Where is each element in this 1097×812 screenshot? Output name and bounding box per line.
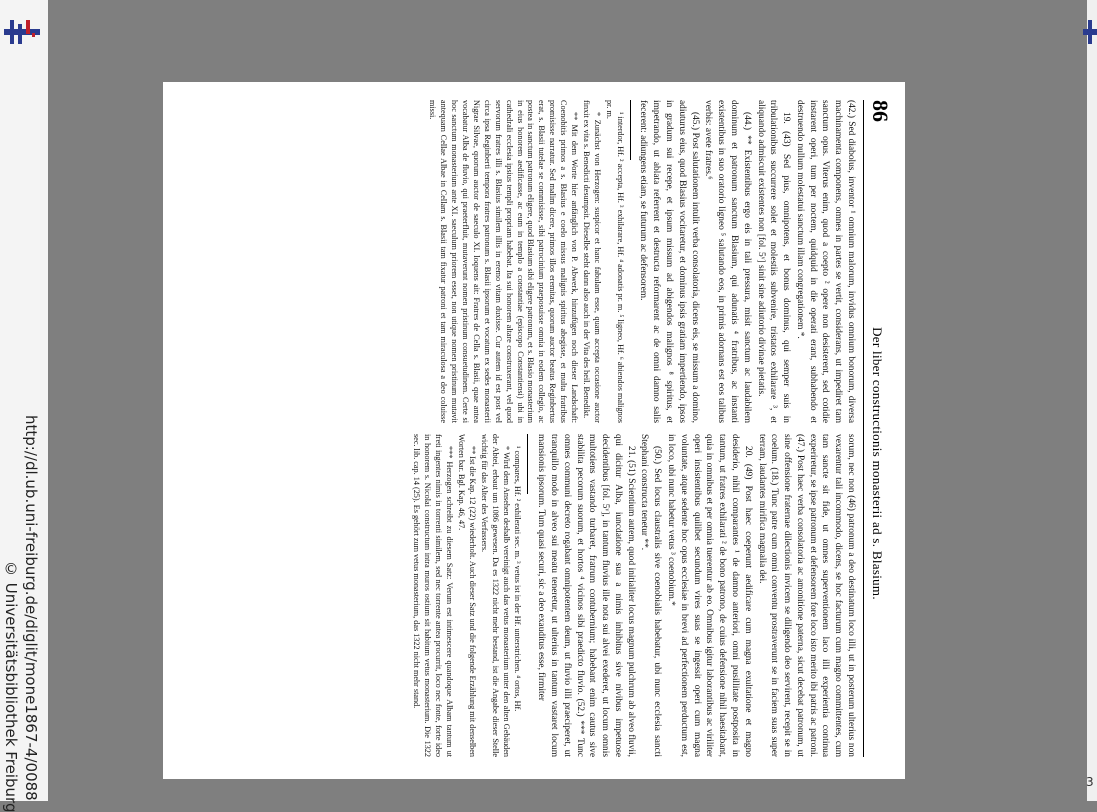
copyright-notice: © Universitätsbibliothek Freiburg bbox=[2, 560, 20, 812]
paragraph: sorum, nec non (46) patronum a deo destinatum loco illi, ut in posterum ulterius non vexarentur tali incommodo, dicens, se hoc facturum cum magno committentes, cum tam sancte sit fide, ut omnes superventionem laco illi experientia continua experiretur, se ipse patronum et defensorem fore loco isto merito ibi patris ac patroni. (47.) Post haec verba consolatoria ac amonitione paterna, sicut decebat patronum, ut sine offensione fraternae dilectionis invicem se diligendo deo servirent, recepit se in coelum. (18.) Tunc patre cum omni conventu prostraverunt se in faciem suas super terram, laudantes mirifica magnalia dei. bbox=[756, 434, 856, 757]
edge-marker: 3 bbox=[1086, 775, 1094, 789]
paragraph: (45.) Post salutationem intulit verba consolatoria, dicens eis, se missum a domino, adiuturus eius, quod Blasius vocitaretur, et dominus ipsis gratiam impertiendo, ipsos in gradum sui recepe, et ipsum missum ad abigendos malignos ⁸ spiritus, et impetrando, ut ablata referrent et destructa reformarent ac de omni damno salis fecerent: adiungens etiam, se futurum ac defensorem. bbox=[638, 100, 700, 423]
footnote: ¹ compares, Hf. ² exhilerati sec. m. ³ vetus ist in der Hf. unterstrichen. ⁴ ortos, Hf. bbox=[513, 446, 523, 712]
paragraph: 21. (51) Scientium autem, quod initialiter locus magnum pulchrum ab alveo fluvii, qui dicitur Alba, iuncdatione sua a nimis inhibitus sive nivibus impetuose decidentibus [fol. 5ᵛ], in tantum fluvius ille nota sui alvei exederet, ut locum omnis multotiens vastando turbaret, fratrum contubernium; habebant enim cautus sive stabilita pecorum suorum, et hortos ⁴ vicinos sibi praedicto fluvio. (52.) *** Tunc omnes communi decreto rogabant omnipotentem deum, ut fluvio illi praeciperet, ut tranquillo modo in alveo sui meatu teneretur, ut ulterius in tantum vastaret locum mansionis ipsorum. Tum quasi securi, sic a deo exauditus esse, firmiter bbox=[536, 434, 636, 757]
paragraph: 20. (49) Post haec coeperunt aedificare cum magna exultatione et magno desiderio, nihil comparantes ¹ de damno anteriori, omni pusillitate postposita in tantum, ut fratres exhilarati ² de bono patrono, de cuius defensione nihil haesitabant, quia in omnibus et per omnia tuerentur ab eo. Omnibus igitur laborantibus ac viriliter operi insistentibus quilibet secundum vires suas se ingessit operi cum magna voluntate, atque sedente hoc opus ecclesiae in brevi ad perfectionem perductum est, in loco, ubi nunc habetur vetus ³ coenobium.* bbox=[666, 434, 753, 757]
left-column bbox=[197, 100, 857, 423]
library-logo bbox=[2, 18, 42, 46]
footnote: ** Ist die Kap. 12 (22) wiederholt. Auch dieser Satz und die folgende Erzählung mit denselben Worten bar. Bgl. Kap. 46, 47. bbox=[456, 434, 477, 757]
document-page bbox=[163, 82, 905, 779]
footnote: * Zunächst von Herzogen: suspicor et hanc fabulam esse, quam accepta occasione auctor finxit ex vita s. Benedicti desumpsit. Dieselbe steht dann also auch in der Vita des heil. Benedikt. bbox=[582, 100, 602, 423]
paragraph: (50.) Sed locus claustralis sive coenobialis habebatur, ubi nunc ecclesia sancti Stephani constructa tenetur **. bbox=[639, 434, 663, 757]
paragraph: (44.) ** Existentibus ergo eis in tali pressura, misit sanctum ac laudabilem dominum et patronum sanctum Blasium, qui adunatis ⁴ fratribus, ac instanti existentibus in suo oratorio ligneo ⁵ salutando eos, in primis adornans est eos talibus verbis: avete fratres.⁶ bbox=[703, 100, 752, 423]
page-number: 86 bbox=[868, 100, 893, 122]
page-header bbox=[863, 100, 895, 757]
running-head: Der liber constructionis monasterii ad s. Blasium. bbox=[870, 327, 885, 600]
right-column bbox=[197, 434, 857, 757]
paragraph: 19. (43) Sed pius, omnipotens, et bonus dominus, qui semper suis in tribulationibus succurrere solet et molestiis subvenire, tristatos exhilarare ³, et aliquando admiscuit existentes non [fol. 5ᵛ] sinit sine adiutorio divinae pietatis. bbox=[755, 100, 792, 423]
footnote-divider bbox=[527, 434, 528, 494]
footnote: ** Mit dem Worte hier anfänglich von P. Abwerk, hinzufügen noch dieser Landschaft: Coenobitis primos a s. Blasius e coelo missus malignis spiritus abegisse, et multa fratribus promisisse narratur. Sed malim dicere, primos illos eremitas, quorum auctor beatus Reginbertus erat, s. Blasii tutelae se commisisse, sibi patrocinium praeposuisse omnia in eodem collegio, ac postea in sanctum patronum eligere, quod Blasium sibi eligere patronum, et s. Blasio monasterium in eius honorem aedificasse, ac eum in templo a constantiae (episcopo Constantiensi) ubi in cathedrali ecclesia ipsius templi propriam habebat. Ita sui honorem altare construxerant, vel quod servorum fratres illi s. Blasius similem illis in eremo vitam duxisse. Cur autem id est post vel circa ipsa Reginberti tempora fratres patronum s. Blasii ipsorum et vocatum ex sedes monasterii Nigrae Silvae, quorum auctor de saeculo XI. loquens ait: Fratres de Cella s. Blasii, quae antea vocabatur Alba de fluvio, qui praeterfluit, mutaverunt nomen pristinum consuetudinem. Certe si hoc sanctum monasterium ante XI. saeculum priorem esset, non utique nomen pristinum mutavit antequam Cellae Albae in Cellam s. Blasii tam fixatur patroni et tam miraculosa a deo coluisse missi. bbox=[428, 100, 580, 423]
paragraph: (42.) Sed diabolus, inventor ¹ omnium malorum, invidus omnium bonorum, diversa machinamenta componens, omnes in partes se vertit, considerans, ut impediret tam sanctum opus. Viterus enim, quod a coepto ² opere non desisterent, sed cotidie instarent operi, tum per noctem, quidquid in die operati erant, subhabendo et destruendo nullum molestatui sanctum illam congregationem *. bbox=[794, 100, 856, 423]
footnote: ¹ interdor, Hf. ² accepta, Hf. ³ exhilarare, Hf. ⁴ adonatis pr. m. ⁵ ligneo, Hf. ⁶ abiendos malignos pr. m. bbox=[604, 100, 625, 423]
viewer-right-strip bbox=[1087, 0, 1097, 801]
library-logo-partial bbox=[1083, 18, 1097, 46]
footnote-divider bbox=[630, 100, 631, 160]
source-url[interactable]: http://dl.ub.uni-freiburg.de/diglit/mone1867-4/0088 bbox=[22, 415, 40, 801]
footnote: *** Herzogen schreibt zu diesem Satz: Verum est intimescere quandoque Albam tantum ut freti ingentes nimis in torrenti similem, sed nec torrente antea procurrit, loco nec fonte, forte ideo in honorem s. Nicolai constructum intra muros ostium sit habitum vetus monasterium. Die 1322 sec. lib. cap. 14 (25). Es gehört zum vetus monasterium, das 1322 nicht mehr stand. bbox=[412, 434, 455, 757]
footnote: * Wird dem Ansehen deshalb vereinigt auch das vetus monasterium unter den alten Gebäuden der Abtei, erbaut um 1086 gewesen. Da es 1322 nicht mehr bestand, ist die Angabe dieser Stelle wichtig für das Alter des Verfassers. bbox=[479, 434, 511, 757]
